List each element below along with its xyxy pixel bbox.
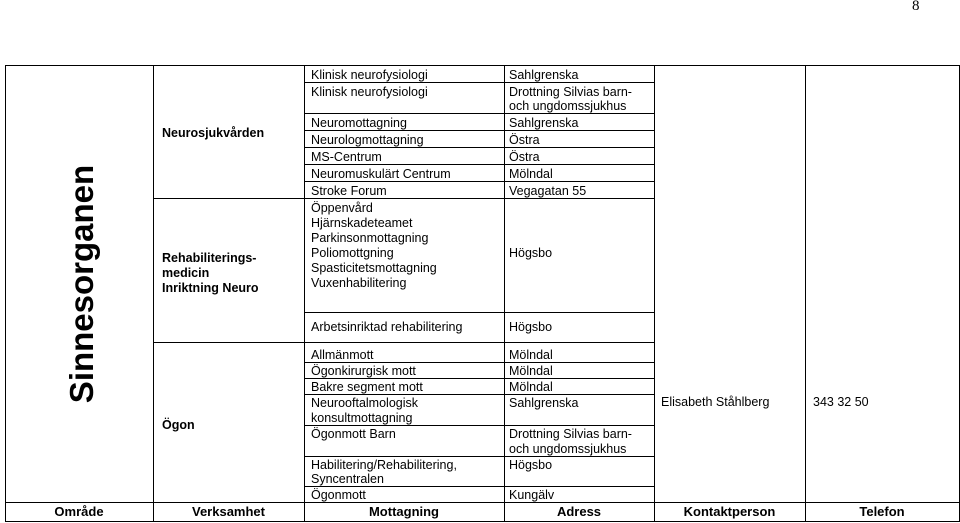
adress-cell: Drottning Silvias barn- xyxy=(509,85,632,99)
group-neurosjukvarden: Neurosjukvården xyxy=(162,126,265,140)
verksamhet-cell: Ögonmott xyxy=(311,488,366,502)
header-telefon: Telefon xyxy=(859,504,905,519)
adress-cell: Kungälv xyxy=(509,488,555,502)
adress-cell: Östra xyxy=(509,133,540,147)
verksamhet-cell: Allmänmott xyxy=(311,348,374,362)
verksamhet-cell: Klinisk neurofysiologi xyxy=(311,85,428,99)
contact-name: Elisabeth Ståhlberg xyxy=(661,395,770,409)
header-verksamhet: Verksamhet xyxy=(192,504,265,519)
adress-cell-line2: och ungdomssjukhus xyxy=(509,442,627,456)
verksamhet-cell: Habilitering/Rehabilitering, xyxy=(311,458,457,472)
rehab-item: Parkinsonmottagning xyxy=(311,231,429,245)
category-label: Sinnesorganen xyxy=(63,164,100,404)
header-kontaktperson: Kontaktperson xyxy=(683,504,776,519)
header-mottagning: Mottagning xyxy=(368,504,440,519)
verksamhet-cell-line2: konsultmottagning xyxy=(311,411,413,425)
adress-cell: Sahlgrenska xyxy=(509,396,579,410)
verksamhet-cell: Arbetsinriktad rehabilitering xyxy=(311,320,463,334)
adress-cell: Mölndal xyxy=(509,348,553,362)
adress-cell: Vegagatan 55 xyxy=(509,184,587,198)
group-ogon: Ögon xyxy=(162,418,195,432)
contact-phone: 343 32 50 xyxy=(813,395,869,409)
adress-cell-line2: och ungdomssjukhus xyxy=(509,99,627,113)
rehab-item: Vuxenhabilitering xyxy=(311,276,407,290)
group-rehab-line3: Inriktning Neuro xyxy=(162,281,259,295)
rehab-item: Spasticitetsmottagning xyxy=(311,261,437,275)
verksamhet-cell: Bakre segment mott xyxy=(311,380,423,394)
header-adress: Adress xyxy=(556,504,602,519)
verksamhet-cell: Klinisk neurofysiologi xyxy=(311,68,428,82)
rehab-item: Poliomottgning xyxy=(311,246,394,260)
adress-cell: Östra xyxy=(509,150,540,164)
verksamhet-cell: Ögonmott Barn xyxy=(311,427,396,441)
adress-cell: Mölndal xyxy=(509,380,553,394)
verksamhet-cell: Neuromottagning xyxy=(311,116,407,130)
adress-cell: Mölndal xyxy=(509,167,553,181)
rehab-item: Hjärnskadeteamet xyxy=(311,216,413,230)
verksamhet-cell: Neurologmottagning xyxy=(311,133,424,147)
verksamhet-cell: Ögonkirurgisk mott xyxy=(311,364,416,378)
rehab-item: Öppenvård xyxy=(311,201,373,215)
verksamhet-cell: Neurooftalmologisk xyxy=(311,396,418,410)
page-number: 8 xyxy=(912,0,920,14)
adress-cell: Drottning Silvias barn- xyxy=(509,427,632,441)
rehab-address: Högsbo xyxy=(509,246,553,260)
verksamhet-cell: Stroke Forum xyxy=(311,184,387,198)
verksamhet-cell: Neuromuskulärt Centrum xyxy=(311,167,451,181)
adress-cell: Mölndal xyxy=(509,364,553,378)
verksamhet-cell-line2: Syncentralen xyxy=(311,472,384,486)
adress-cell: Högsbo xyxy=(509,458,553,472)
adress-cell: Högsbo xyxy=(509,320,553,334)
adress-cell: Sahlgrenska xyxy=(509,116,579,130)
adress-cell: Sahlgrenska xyxy=(509,68,579,82)
verksamhet-cell: MS-Centrum xyxy=(311,150,382,164)
group-rehab-line2: medicin xyxy=(162,266,210,280)
header-omrade: Område xyxy=(54,504,104,519)
group-rehab-line1: Rehabiliterings- xyxy=(162,251,257,265)
